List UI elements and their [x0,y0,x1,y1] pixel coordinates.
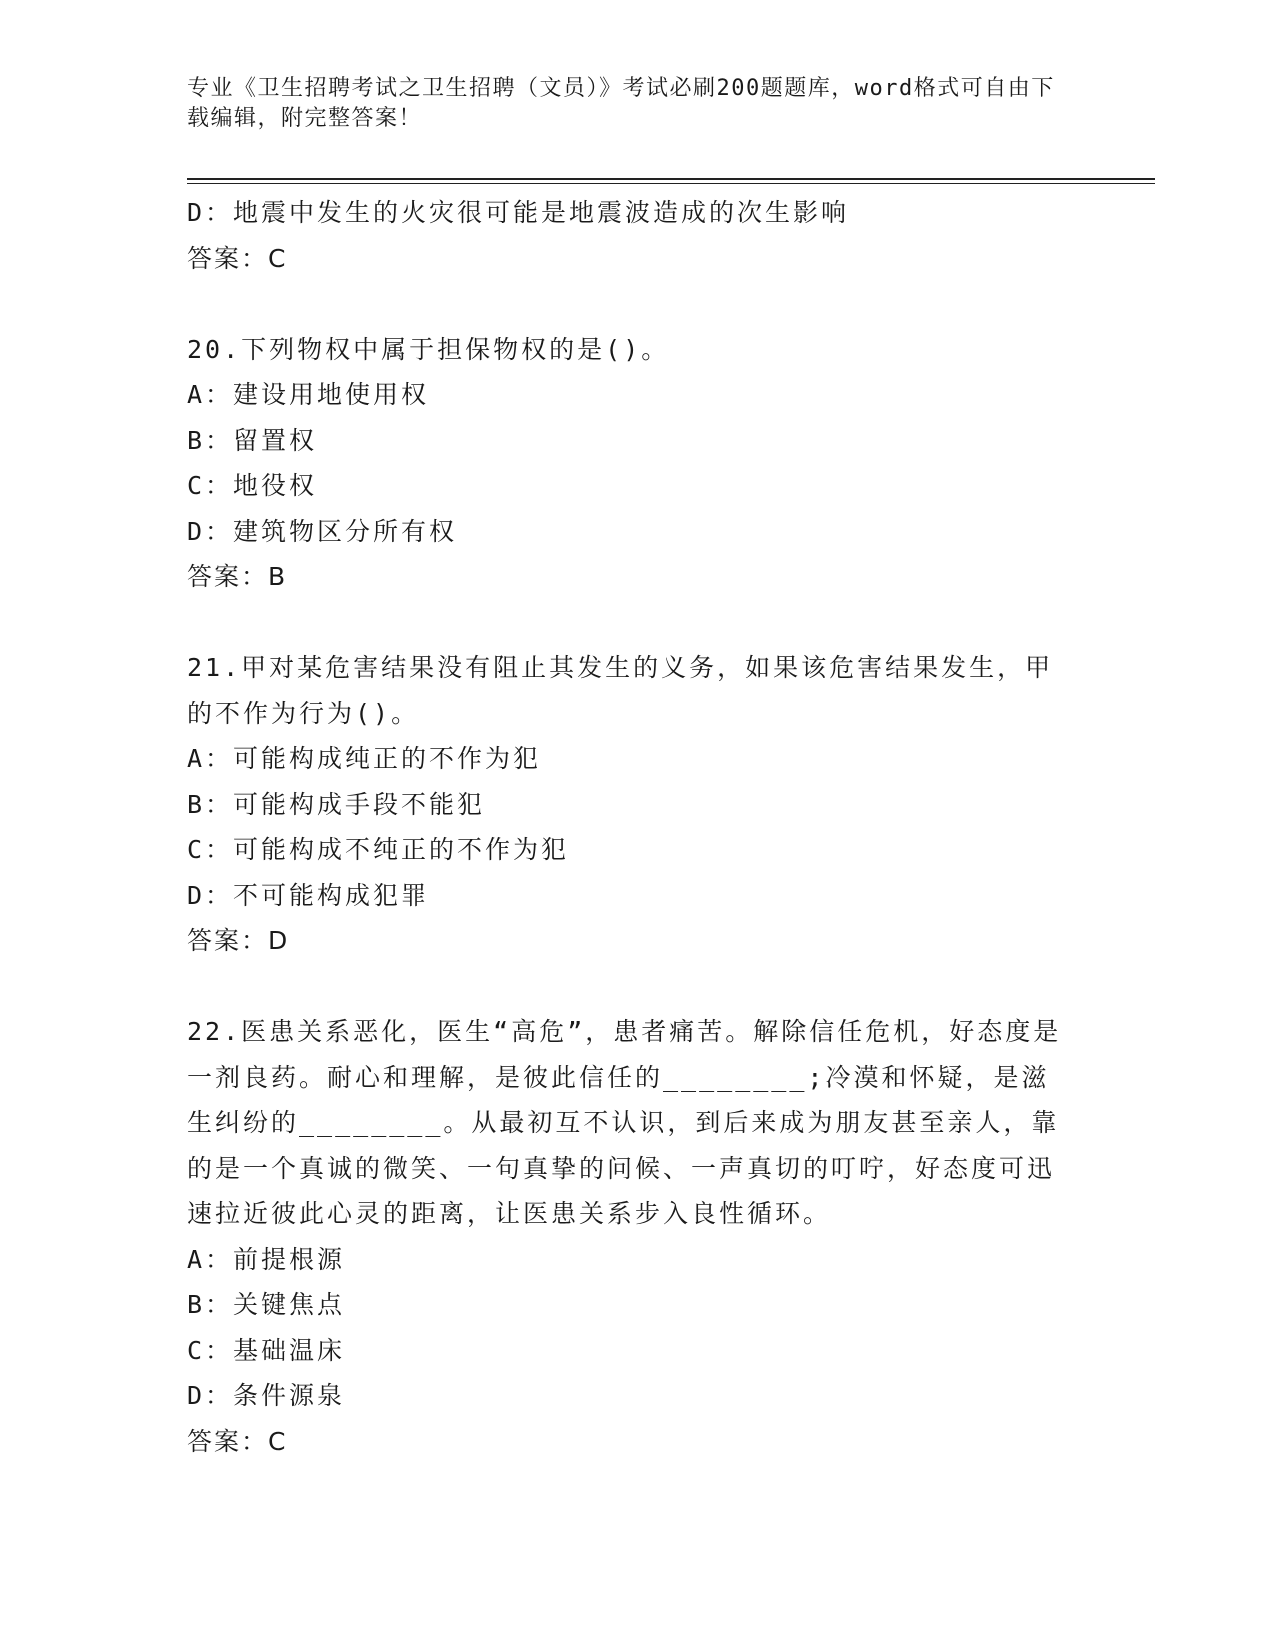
option-b: B：关键焦点 [187,1290,346,1319]
option-b: B：留置权 [187,425,318,455]
question-text: 20.下列物权中属于担保物权的是()。 [187,334,670,364]
option-a: A：可能构成纯正的不作为犯 [187,744,542,773]
option-c: C：可能构成不纯正的不作为犯 [187,835,570,864]
answer-line: 答案：D [187,926,290,955]
option-c: C：地役权 [187,471,318,500]
document-header: 专业《卫生招聘考试之卫生招聘（文员）》考试必刷200题题库，word格式可自由下载编辑，附完整答案！ [187,76,1055,131]
spacer [187,600,1067,646]
spacer [187,964,1067,1010]
question-20 [187,327,1067,600]
answer-line: 答案：C [187,243,288,273]
answer-line: 答案：C [187,1426,288,1456]
question-list [187,190,1067,1464]
question-21 [187,645,1067,964]
spacer [187,281,1067,327]
option-b: B：可能构成手段不能犯 [187,789,486,819]
header-rule-thick [187,178,1155,180]
header-rule-thin [187,183,1155,184]
option-a: A：建设用地使用权 [187,380,430,409]
option-c: C：基础温床 [187,1335,346,1365]
option-d: D：建筑物区分所有权 [187,516,458,546]
option-d: D：条件源泉 [187,1381,346,1410]
previous-question-tail [187,190,1067,281]
option-d: D：地震中发生的火灾很可能是地震波造成的次生影响 [187,198,850,227]
question-22 [187,1009,1067,1464]
question-text: 21.甲对某危害结果没有阻止其发生的义务，如果该危害结果发生，甲的不作为行为()。 [187,653,1054,728]
answer-line: 答案：B [187,562,288,591]
option-d: D：不可能构成犯罪 [187,880,430,910]
question-text: 22.医患关系恶化，医生“高危”，患者痛苦。解除信任危机，好态度是一剂良药。耐心和理解，是彼此信任的________;冷漠和怀疑，是滋生纠纷的________。从最初互不认识，到后来成为朋友甚至亲人，靠的是一个真诚的微笑、一句真挚的问候、一声真切的叮咛，好态度可迅速拉近彼此心灵的距离，让医患关系步入良性循环。 [187,1017,1062,1228]
option-a: A：前提根源 [187,1244,346,1274]
